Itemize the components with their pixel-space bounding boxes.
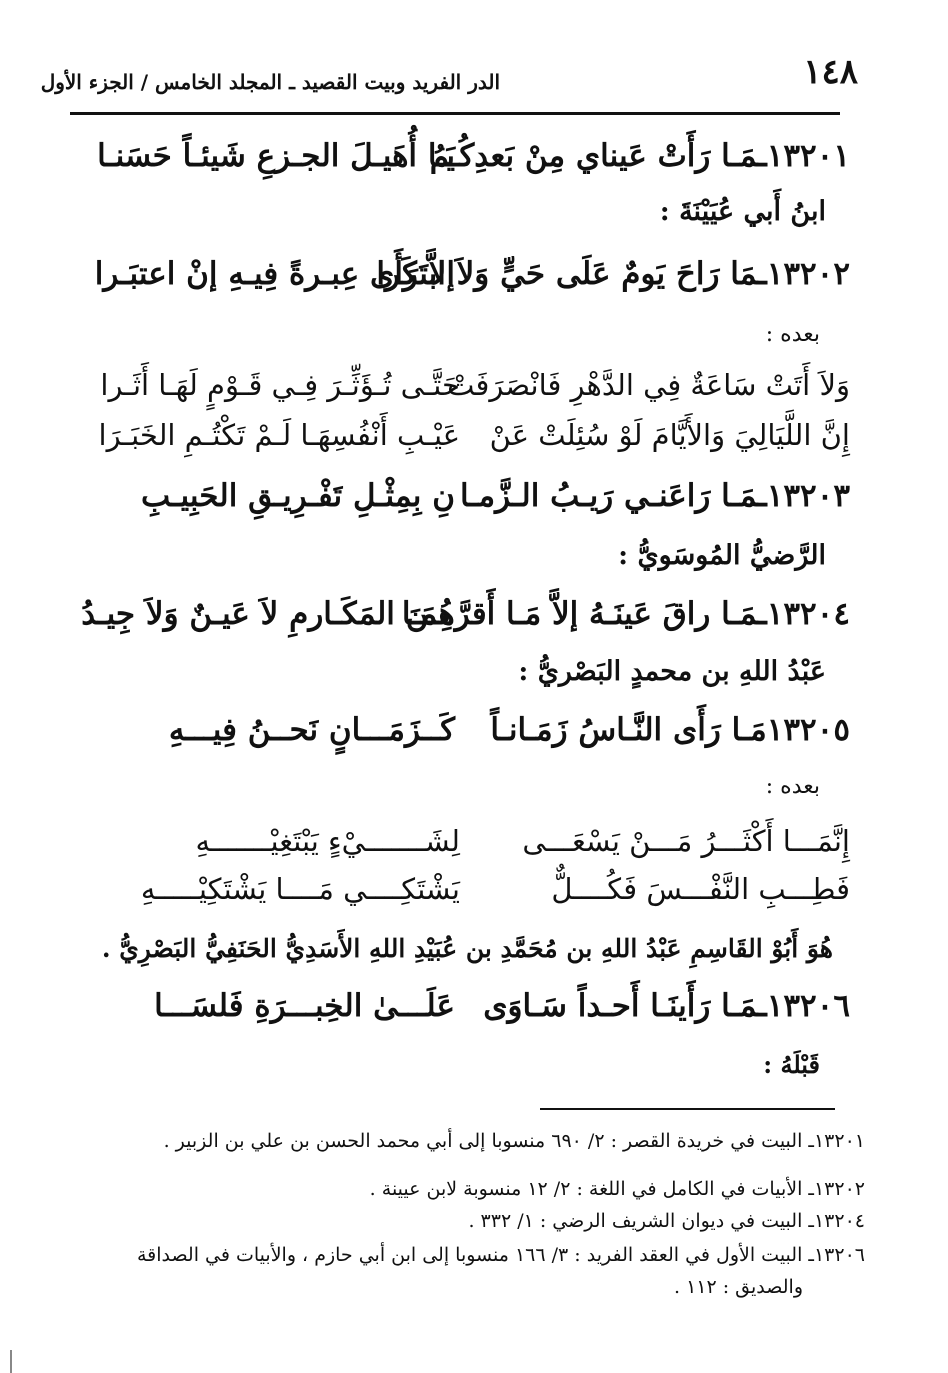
verse-second-hemistich: حَتَّـى تُـؤَثِّـرَ فِـي قَـوْمٍ لَهَـا أَثَـرا (100, 368, 460, 402)
footnote: ١٣٢٠١ـ البيت في خريدة القصر : ٢/ ٦٩٠ منسوبا إلى أبي محمد الحسن بن علي بن الزبير . (163, 1130, 865, 1152)
footnote: ١٣٢٠٦ـ البيت الأول في العقد الفريد : ٣/ ١٦٦ منسوبا إلى ابن أبي حازم ، والأبيات في الصداقة (136, 1244, 865, 1266)
verse-number: ١٣٢٠٤ـ (757, 596, 850, 632)
verse-first-hemistich (459, 478, 850, 514)
section-label: بعده : (765, 774, 820, 799)
verse-first-hemistich: إِنَّ اللَّيَالِيَ وَالأَيَّامَ لَوْ سُئِلَتْ عَنْ (489, 418, 850, 452)
verse-second-hemistich: لِشَـــــــيْءٍ يَبْتَغِيْـــــــهِ (195, 824, 460, 858)
verse-sadr-text: مَا رَاحَ يَومٌ عَلَى حَيٍّ وَلاَ ابتَكَرا (376, 256, 758, 292)
poet-attribution: عَبْدُ اللهِ بن محمدٍ البَصْريُّ : (518, 656, 826, 687)
verse-first-hemistich (376, 256, 850, 292)
verse-second-hemistich: يَـا أُهَيـلَ الجـزعِ شَيئـاً حَسَنـا (97, 138, 455, 174)
verse-second-hemistich: مِـنَ المَكَـارمِ لاَ عَيـنٌ وَلاَ جِيـدُ (81, 596, 455, 632)
verse-first-hemistich: فَطِـــبِ النَّفْـــسَ فَكُــــلٌّ (551, 872, 850, 906)
verse-sadr-text: مَـا راقَ عَينَـهُ إلاَّ مَـا أَقرَّهُمَـا (401, 596, 758, 632)
verse-first-hemistich (483, 988, 850, 1024)
verse-sadr-text: مَـا رَاعَنـي رَيـبُ الـزَّمـا (459, 478, 758, 514)
running-header-title: الدر الفريد وبيت القصيد ـ المجلد الخامس / الجزء الأول (40, 70, 500, 94)
verse-first-hemistich: إِنَّمَـــا أَكْثَـــرُ مَـــنْ يَسْعَـــى (522, 824, 850, 858)
verse-second-hemistich: نِ بِمِثْـلِ تَفْـرِيـقِ الحَبِيـبِ (141, 478, 455, 514)
verse-second-hemistich: كَــزَمَـــانٍ نَحــنُ فِيـــهِ (168, 712, 455, 748)
verse-sadr-text: مَـا رَأَينَـا أَحـداً سَـاوَى (483, 988, 758, 1024)
footnote-divider (540, 1108, 835, 1110)
verse-second-hemistich: يَشْتَكِــــي مَــــا يَشْتَكِيْـــــهِ (140, 872, 460, 906)
verse-first-hemistich (490, 712, 850, 748)
verse-number: ١٣٢٠٥ (766, 712, 850, 748)
section-label: بعده : (765, 322, 820, 347)
page-number: ١٤٨ (803, 52, 858, 92)
footnote-continuation: والصديق : ١١٢ . (673, 1276, 803, 1298)
verse-second-hemistich: عَلَـــىٰ الخِبـــرَةِ فَلسَـــا (154, 988, 455, 1024)
verse-first-hemistich: وَلاَ أَتَتْ سَاعَةٌ فِي الدَّهْرِ فَانْصَرَفَتْ (447, 368, 850, 402)
verse-second-hemistich: إلاَّ رَأَى عِبـرةً فِيـهِ إنْ اعتبَـرا (94, 256, 455, 292)
verse-number: ١٣٢٠٣ـ (757, 478, 850, 514)
footnote: ١٣٢٠٢ـ الأبيات في الكامل في اللغة : ٢/ ١٢ منسوبة لابن عيينة . (369, 1178, 865, 1200)
verse-number: ١٣٢٠١ـ (757, 138, 850, 174)
header-divider (70, 112, 840, 115)
poet-biography-note: هُوَ أَبُوْ القَاسِمِ عَبْدُ اللهِ بن مُحَمَّدِ بن عُبَيْدِ اللهِ الأَسَدِيُّ الحَنَفِيُّ البَصْرِيُّ . (101, 934, 833, 963)
footnote: ١٣٢٠٤ـ البيت في ديوان الشريف الرضي : ١/ ٣٣٢ . (468, 1210, 865, 1232)
verse-number: ١٣٢٠٢ـ (757, 256, 850, 292)
verse-sadr-text: مَـا رَأَتْ عَيناي مِنْ بَعدِكُـمُ (429, 138, 758, 174)
verse-number: ١٣٢٠٦ـ (757, 988, 850, 1024)
scan-edge-mark (10, 1350, 12, 1373)
poet-attribution: ابنُ أَبي عُيَيْنَةَ : (659, 196, 826, 227)
verse-sadr-text: مَـا رَأَى النَّـاسُ زَمَـانـاً (490, 712, 767, 748)
verse-first-hemistich (429, 138, 850, 174)
verse-first-hemistich (401, 596, 850, 632)
poet-attribution: الرَّضيُّ المُوسَويُّ : (618, 540, 826, 571)
verse-second-hemistich: عَيْـبِ أَنْفُسِهَـا لَـمْ تَكْتُـمِ الخَبَـرَا (98, 418, 460, 452)
section-label: قَبْلَهُ : (763, 1050, 820, 1079)
